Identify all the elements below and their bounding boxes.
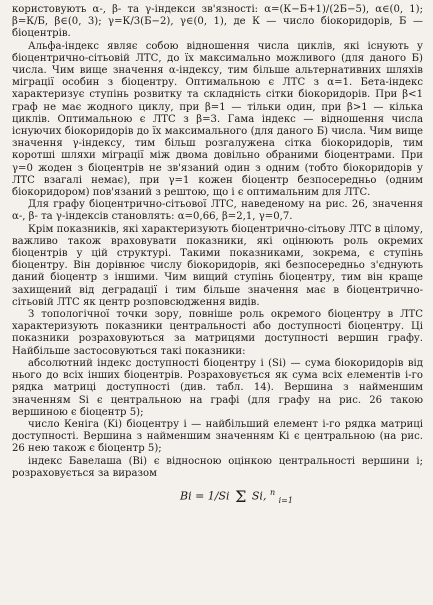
formula-lhs: Bi = 1/Si: [180, 489, 230, 503]
paragraph-alpha-beta-gamma: Альфа-індекс являє собою відношення числа циклів, які існують у біоцентрично-сітьовій ЛТС, до їх максимально можливого (для даного Б) числа. Чим вище значення α-індексу, тим більше альтернативних шляхів міграції особин з біоцентру. Оптимальною є ЛТС з α=1. Бета-індекс характеризує ступінь розвитку та складність сітки біокоридорів. При β<1 граф не має жодного циклу, при β=1 — тільки один, при β>1 — кілька циклів. Оптимальною є ЛТС з β=3. Гама індекс — відношення числа існуючих біокоридорів до їх максимального (для даного Б) числа. Чим вище значення γ-індексу, тим більш розгалужена сітка біокоридорів, тим коротші шляхи міграції між двома довільно обраними біоцентрами. При γ=0 жоден з біоцентрів не зв'язаний один з одним (тобто біокоридорів у ЛТС взагалі немає), при γ=1 кожен біоцентр безпосередньо (одним біокоридором) пов'язаний з рештою, що і є оптимальним для ЛТС.: [12, 40, 423, 199]
paragraph-bavelas-index: індекс Бавелаша (Bi) є відносною оцінкою центральності вершини i; розраховується за виразом: [12, 455, 423, 479]
formula-lower-limit: i=1: [278, 495, 293, 505]
formula-term: Si,: [251, 489, 267, 503]
paragraph-biocenter-degree: Крім показників, які характеризують біоцентрично-сітьову ЛТС в цілому, важливо також враховувати показники, які оцінюють роль окремих біоцентрів у цій структурі. Такими показниками, зокрема, є ступінь біоцентру. Він дорівнює числу біокоридорів, які безпосередньо з'єднують даний біоцентр з іншими. Чим вищий ступінь біоцентру, тим він краще захищений від деградації і тим більше значення має в біоцентрично-сітьовій ЛТС як центр розповсюдження видів.: [12, 223, 423, 308]
paragraph-connectivity-indices: користовують α-, β- та γ-індекси зв'язності: α=(К−Б+1)/(2Б−5), α∈(0, 1); β=К/Б, β∈(0, 3); γ=К/3(Б−2), γ∈(0, 1), де К — число біокоридорів, Б — біоцентрів.: [12, 4, 423, 40]
paragraph-accessibility: З топологічної точки зору, повніше роль окремого біоцентру в ЛТС характеризують показники центральності або доступності біоцентру. Ці показники розраховуються за матрицями доступності вершин графу. Найбільше застосовуються такі показники:: [12, 309, 423, 357]
summation-symbol: Σ: [235, 486, 247, 506]
formula-upper-limit: n: [269, 487, 276, 497]
paragraph-konig-number: число Кеніга (Ki) біоцентру i — найбільший елемент i-го рядка матриці доступності. Вершина з найменшим значенням Ki є центральною (на рис. 26 нею також є біоцентр 5);: [12, 418, 423, 455]
paragraph-absolute-index: абсолютний індекс доступності біоцентру i (Si) — сума біокоридорів від нього до всіх інших біоцентрів. Розраховується як сума всіх елементів i-го рядка матриці доступності (див. табл. 14). Вершина з найменшим значенням Si є центральною на графі (для графу на рис. 26 такою вершиною є біоцентр 5);: [12, 357, 423, 418]
bavelas-formula: [180, 486, 423, 508]
paragraph-figure-26-values: Для графу біоцентрично-сітьової ЛТС, наведеному на рис. 26, значення α-, β- та γ-індексів становлять: α=0,66, β=2,1, γ=0,7.: [12, 199, 423, 223]
